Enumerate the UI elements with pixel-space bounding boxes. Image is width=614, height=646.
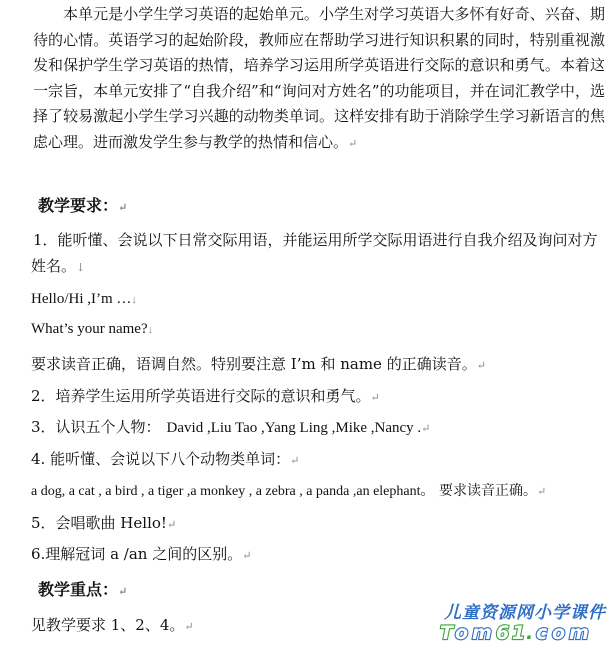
key-points-text [31,614,194,635]
watermark-title: 儿童资源网小学课件 [444,603,606,623]
requirement-item-5-text: 5．会唱歌曲 Hello! [31,514,167,532]
svg-text:m: m [472,622,492,644]
paragraph-mark: ↵ [348,136,358,150]
animal-words-text: a dog, a cat , a bird , a tiger ,a monkey , a zebra , a panda ,an elephant [31,484,421,499]
paragraph-mark: ↵ [421,422,431,435]
intro-text: 本单元是小学生学习英语的起始单元。小学生对学习英语大多怀有好奇、兴奋、期待的心情。英语学习的起始阶段，教师应在帮助学习进行知识积累的同时，特别重视激发和保护学生学习英语的热情，培养学习运用所学英语进行交际的意识和勇气。本着这一宗旨，本单元安排了“自我介绍”和“询问对方姓名”的功能项目，并在词汇教学中，选择了较易激起小学生学习兴趣的动物类单词。这样安排有助于消除学生学习新语言的焦虑心理。进而激发学生参与教学的热情和信心。 [33,5,605,151]
requirement-item-6 [31,543,251,564]
requirement-item-4 [31,448,299,469]
line-mark: ↓ [147,324,154,336]
paragraph-mark: ↵ [536,485,547,498]
character-names: David ,Liu Tao ,Yang Ling ,Mike ,Nancy . [166,420,422,436]
requirement-item-6-text: 6.理解冠词 a /an 之间的区别。 [31,545,243,563]
svg-text:o: o [455,622,469,644]
line-mark: ↓ [76,260,86,274]
key-points-text-content: 见教学要求 1、2、4。 [31,616,185,634]
line-mark: ↓ [131,294,137,306]
paragraph-mark: ↵ [370,391,380,404]
svg-text:.: . [526,622,534,644]
svg-text:T: T [440,622,453,644]
key-points-heading-text: 教学重点： [38,580,119,599]
svg-text:1: 1 [512,622,526,644]
svg-text:o: o [552,622,566,644]
paragraph-mark: ↵ [290,454,300,467]
paragraph-mark: ↵ [118,585,128,598]
svg-text:m: m [569,622,589,644]
svg-text:6: 6 [496,622,510,644]
requirement-item-1-text: 1．能听懂、会说以下日常交际用语，并能运用所学交际用语进行自我介绍及询问对方姓名。 [31,231,598,275]
requirement-item-2-text: 2．培养学生运用所学英语进行交际的意识和勇气。 [31,387,371,405]
paragraph-mark: ↵ [118,201,128,214]
requirement-item-5 [31,512,176,533]
requirement-item-2 [31,385,380,406]
requirement-item-1 [31,228,609,280]
requirement-item-4-text: 4. 能听懂、会说以下八个动物类单词： [31,450,291,468]
phrase-hello [31,291,137,308]
watermark-logo [438,620,608,644]
site-watermark [372,598,612,644]
phrase-hello-text: Hello/Hi ,I’m … [31,291,132,307]
key-points-heading [38,577,127,600]
pronunciation-note [31,353,486,374]
svg-text:c: c [536,622,548,644]
phrase-whats-your-name-text: What’s your name? [31,321,148,337]
intro-paragraph [33,2,605,156]
paragraph-mark: ↵ [242,549,252,562]
requirement-item-3-label: 3．认识五个人物： [31,418,161,436]
paragraph-mark: ↵ [476,359,486,372]
animal-words [31,480,546,500]
requirements-heading [38,193,127,216]
paragraph-mark: ↵ [166,518,177,531]
pronunciation-note-text: 要求读音正确，语调自然。特别要注意 I’m 和 name 的正确读音。 [31,355,477,373]
paragraph-mark: ↵ [184,620,194,633]
requirements-heading-text: 教学要求： [38,196,119,215]
phrase-whats-your-name [31,321,153,338]
requirement-item-3 [31,416,430,437]
animal-words-note: 。 要求读音正确。 [420,483,537,499]
